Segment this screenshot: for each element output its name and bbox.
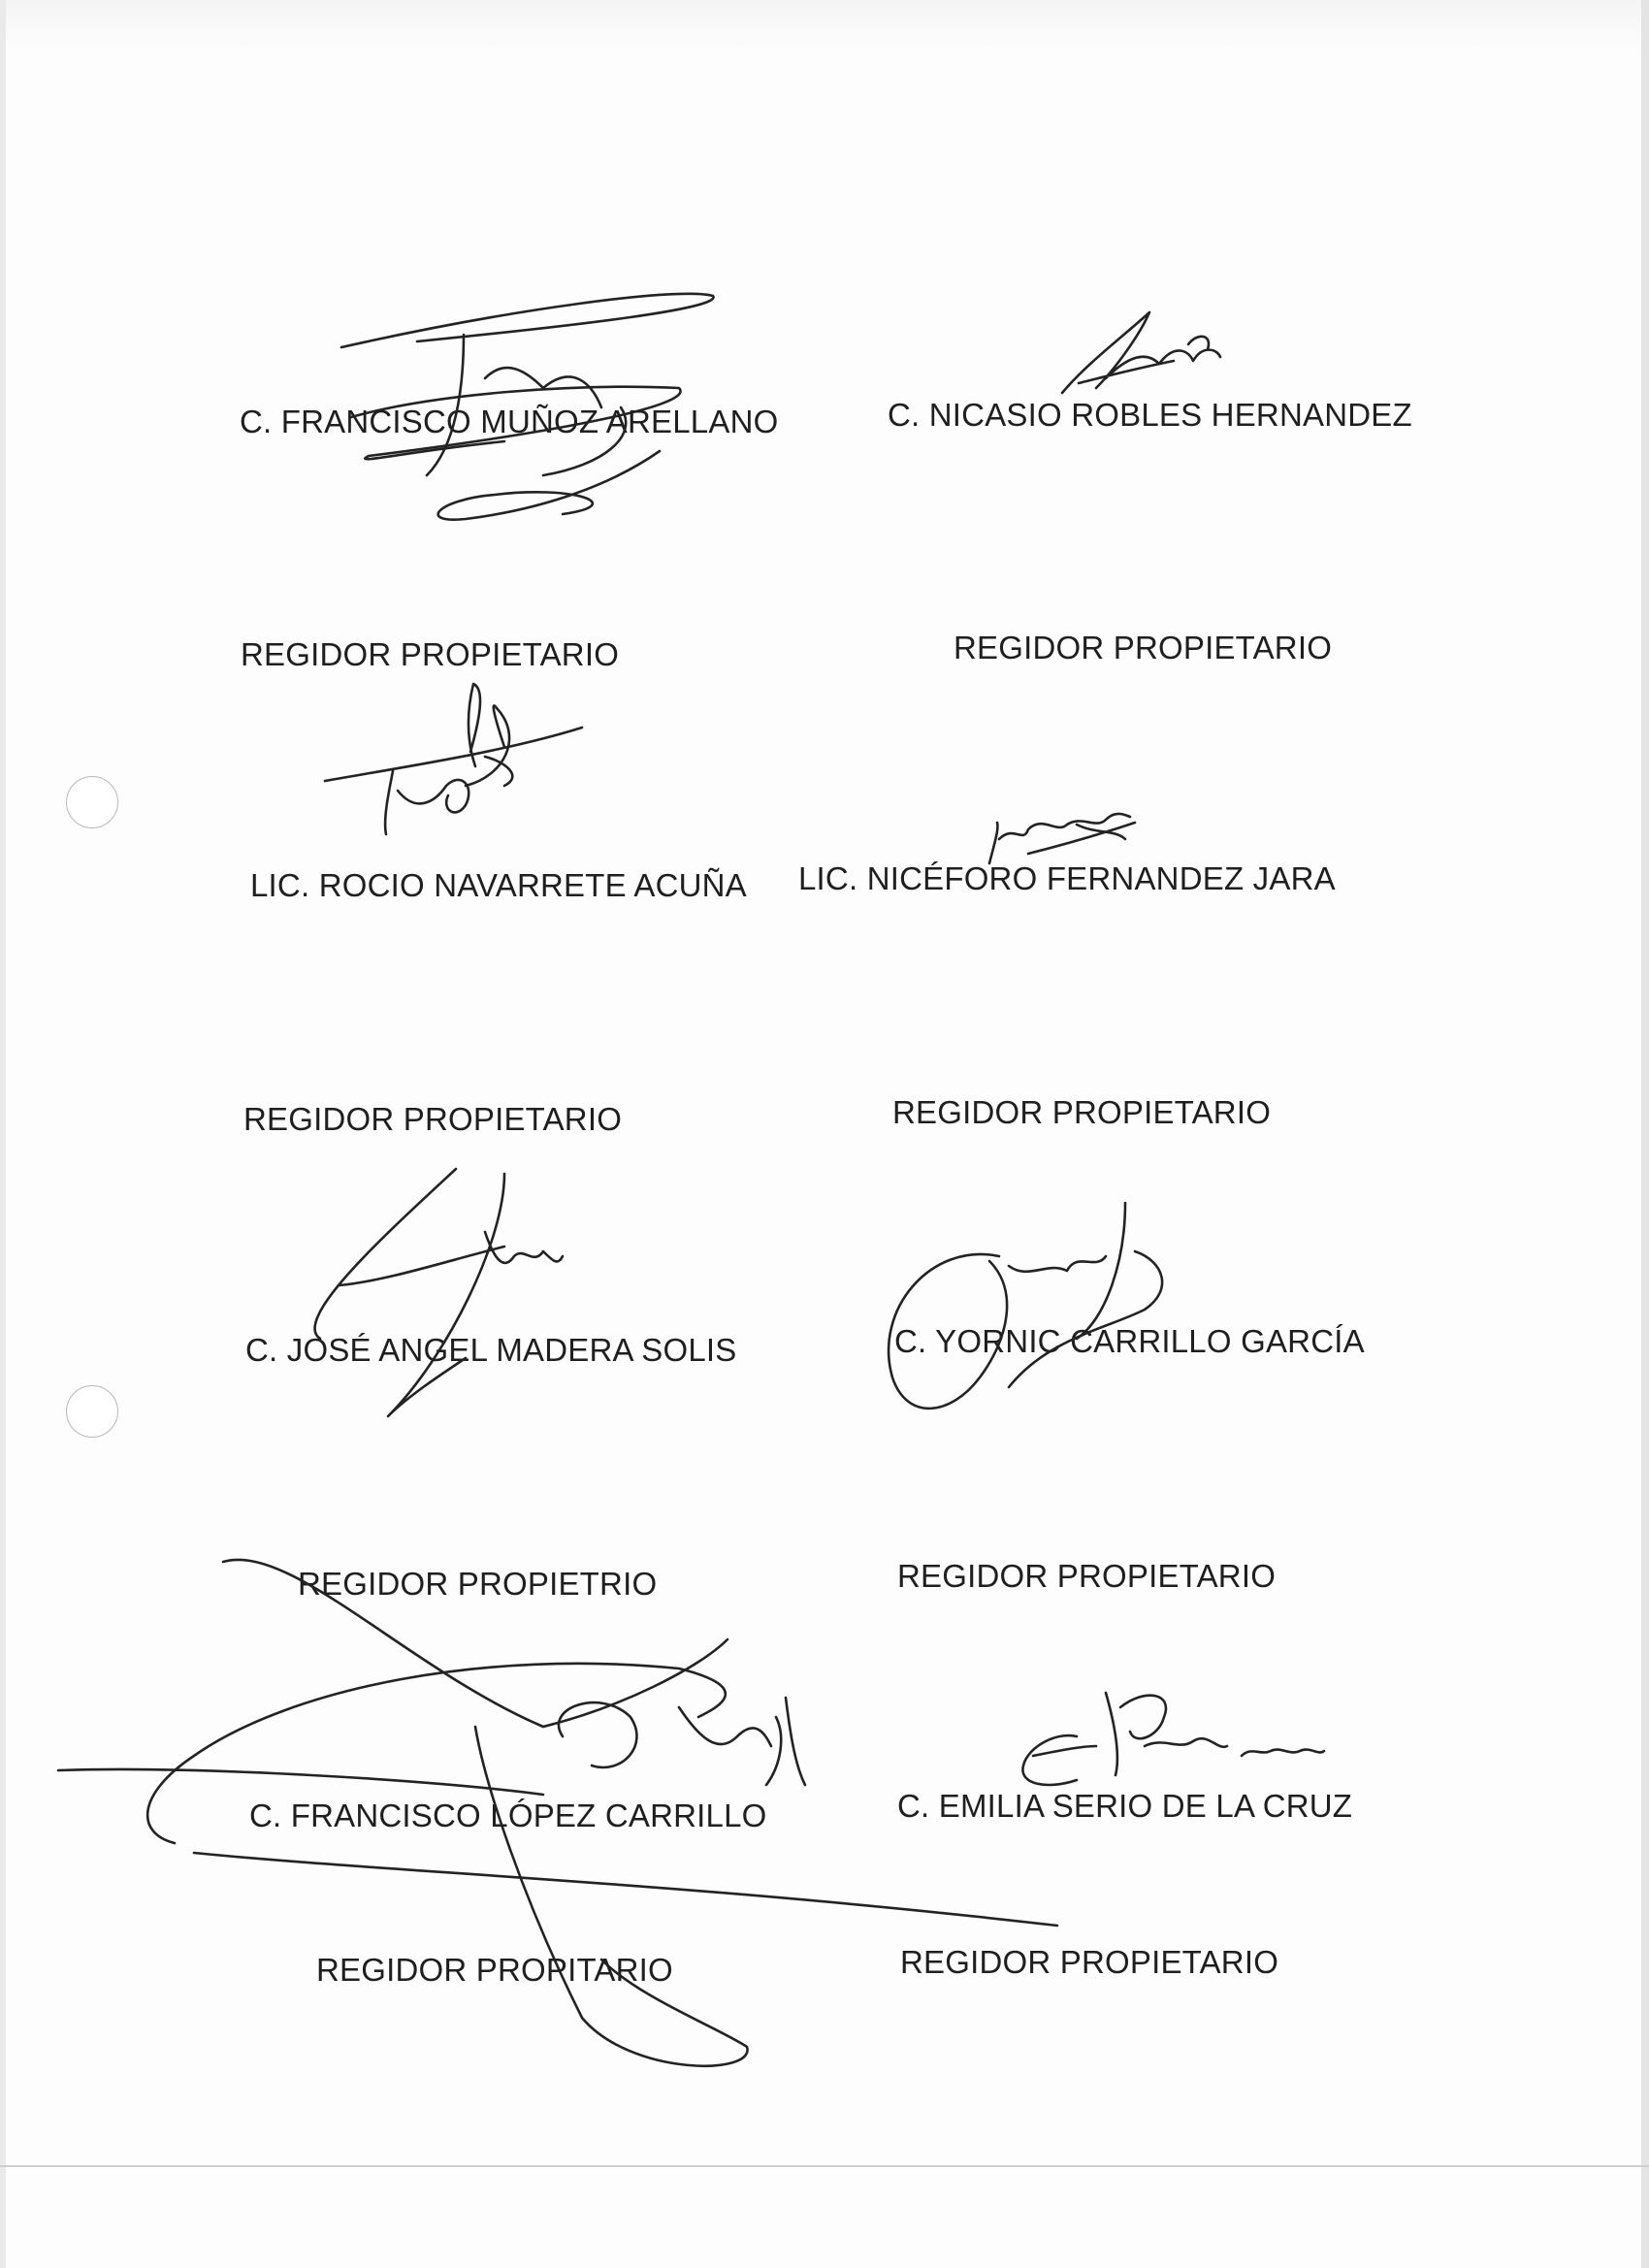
signatory-title-munoz: REGIDOR PROPIETARIO: [241, 636, 620, 672]
signatory-title-lopez: REGIDOR PROPITARIO: [316, 1952, 673, 1988]
scan-shadow-top: [0, 0, 1649, 50]
punch-hole-upper: [66, 776, 118, 828]
page-bottom-edge: [0, 2165, 1649, 2167]
signatory-name-lopez: C. FRANCISCO LÓPEZ CARRILLO: [249, 1798, 767, 1833]
signatory-name-fernandez: LIC. NICÉFORO FERNANDEZ JARA: [798, 860, 1336, 896]
signatory-title-fernandez: REGIDOR PROPIETARIO: [892, 1094, 1272, 1130]
signatory-title-navarrete: REGIDOR PROPIETARIO: [243, 1101, 623, 1137]
signature-madera: [315, 1169, 563, 1416]
punch-hole-lower: [66, 1385, 118, 1438]
signatory-name-robles: C. NICASIO ROBLES HERNANDEZ: [888, 397, 1412, 433]
signatory-title-robles: REGIDOR PROPIETARIO: [954, 630, 1333, 665]
signatory-title-carrillo-garcia: REGIDOR PROPIETARIO: [897, 1558, 1277, 1594]
signature-robles: [1062, 312, 1220, 393]
scan-edge-left: [0, 0, 6, 2268]
signatory-name-madera: C. JOSÉ ANGEL MADERA SOLIS: [245, 1332, 737, 1368]
signatory-title-madera: REGIDOR PROPIETRIO: [298, 1566, 658, 1602]
signature-navarrete: [325, 684, 582, 834]
signatory-name-serio: C. EMILIA SERIO DE LA CRUZ: [897, 1788, 1353, 1824]
signature-carrillo-garcia: [889, 1203, 1162, 1409]
signatory-name-navarrete: LIC. ROCIO NAVARRETE ACUÑA: [250, 867, 747, 903]
signature-serio: [1022, 1693, 1324, 1785]
signatory-name-munoz: C. FRANCISCO MUÑOZ ARELLANO: [240, 404, 779, 439]
signatory-title-serio: REGIDOR PROPIETARIO: [900, 1944, 1279, 1980]
scan-edge-right: [1641, 0, 1649, 2268]
signature-fernandez: [989, 814, 1135, 863]
signatory-name-carrillo-garcia: C. YORNIC CARRILLO GARCÍA: [894, 1323, 1365, 1359]
